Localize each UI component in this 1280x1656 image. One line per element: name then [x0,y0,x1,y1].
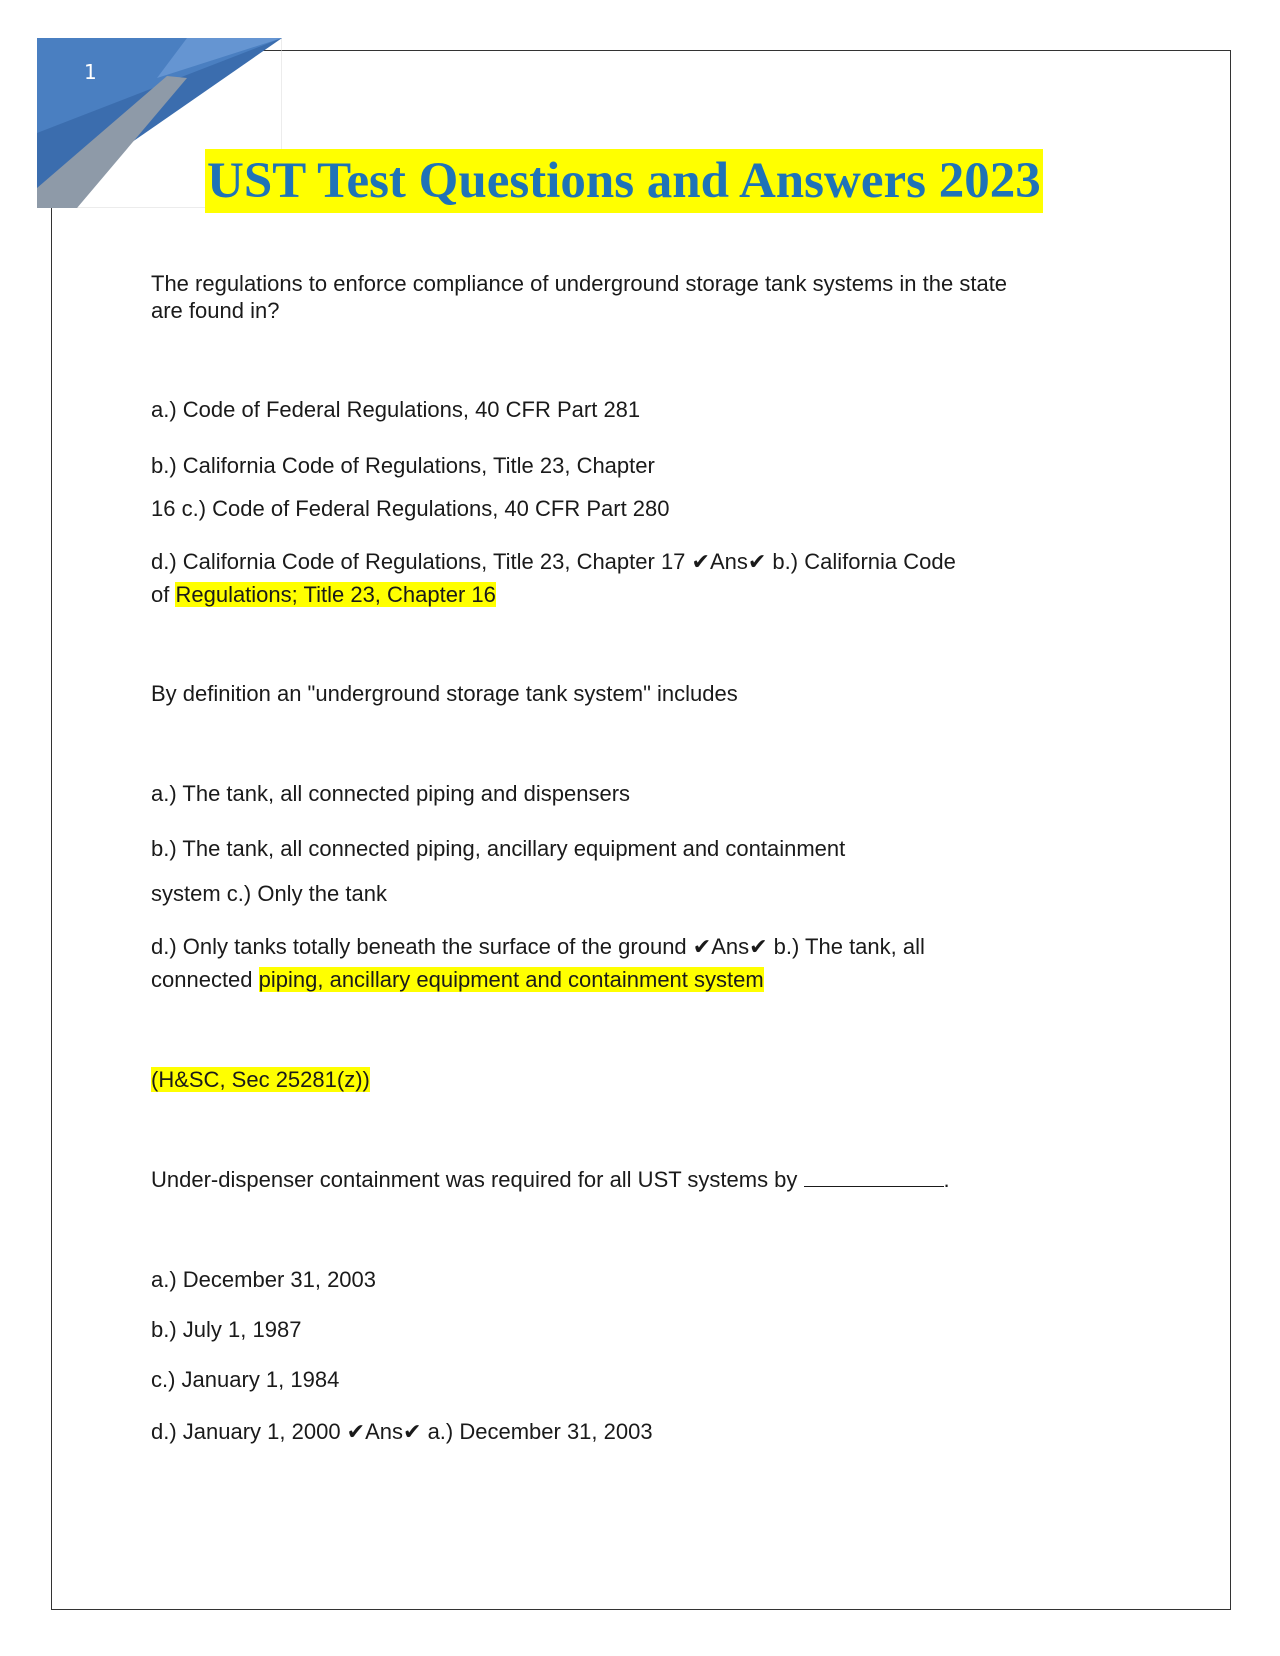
q2-option-a: a.) The tank, all connected piping and dispensers [151,781,631,806]
question-1-line-2: are found in? [151,298,280,323]
q1-option-b: b.) California Code of Regulations, Title 23, Chapter [151,453,655,478]
q2-answer-highlight: piping, ancillary equipment and containment system [258,967,764,992]
q2-reference-highlight: (H&SC, Sec 25281(z)) [151,1067,370,1092]
q1-answer-highlight: Regulations; Title 23, Chapter 16 [175,582,496,607]
q3-option-a: a.) December 31, 2003 [151,1267,377,1292]
q2-option-c: system c.) Only the tank [151,881,387,906]
q3-end: . [943,1167,950,1192]
q2-option-d: d.) Only tanks totally beneath the surface of the ground ✔Ans✔ b.) The tank, all [151,934,925,959]
q1-option-a: a.) Code of Federal Regulations, 40 CFR Part 281 [151,397,641,422]
q1-answer-line [151,581,496,609]
q1-option-c: 16 c.) Code of Federal Regulations, 40 CFR Part 280 [151,496,670,521]
q2-answer-prefix: connected [151,967,259,992]
q2-answer-line [151,966,764,994]
q3-option-b: b.) July 1, 1987 [151,1317,302,1342]
q3-option-d: d.) January 1, 2000 ✔Ans✔ a.) December 31, 2003 [151,1419,653,1444]
q3-option-c: c.) January 1, 1984 [151,1367,340,1392]
question-1-line-1: The regulations to enforce compliance of underground storage tank systems in the state [151,271,1008,296]
q3-text: Under-dispenser containment was required for all UST systems by [151,1167,804,1192]
question-2-text: By definition an "underground storage tank system" includes [151,681,738,706]
question-3-text [151,1166,950,1194]
page-number: 1 [84,60,97,84]
q1-option-d: d.) California Code of Regulations, Title 23, Chapter 17 ✔Ans✔ b.) California Code [151,549,956,574]
q2-option-b: b.) The tank, all connected piping, ancillary equipment and containment [151,836,846,861]
q1-answer-prefix: of [151,582,176,607]
q2-reference [151,1066,370,1094]
answer-blank [804,1166,944,1187]
page-title: UST Test Questions and Answers 2023 [205,149,1043,213]
